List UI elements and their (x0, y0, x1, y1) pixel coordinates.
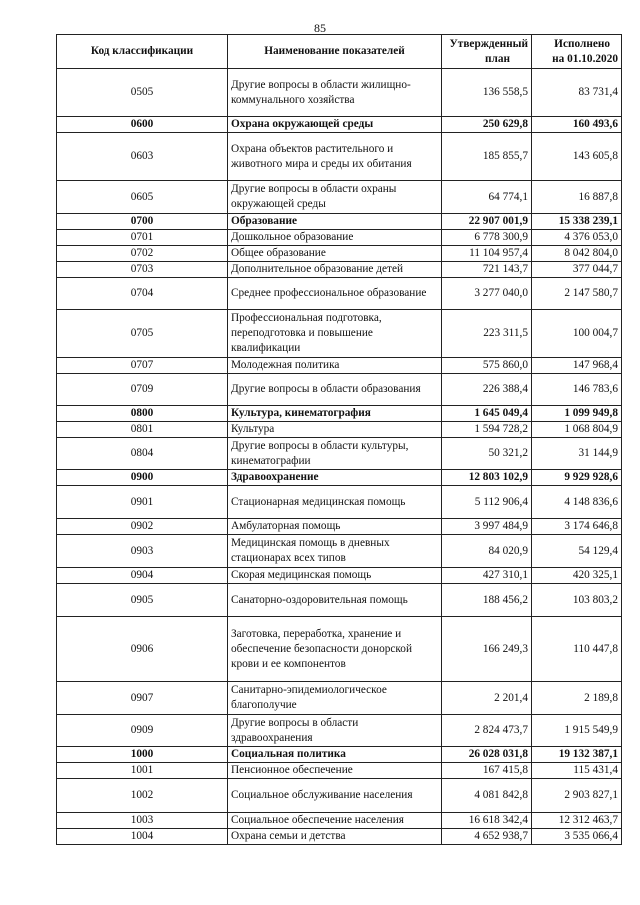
cell-done: 54 129,4 (532, 535, 622, 568)
table-row (57, 747, 622, 763)
cell-code: 1001 (57, 763, 228, 779)
cell-name: Другие вопросы в области культуры, кинематографии (228, 438, 442, 470)
cell-done: 1 915 549,9 (532, 715, 622, 747)
cell-code: 0903 (57, 535, 228, 568)
cell-code: 0703 (57, 262, 228, 278)
cell-done: 9 929 928,6 (532, 470, 622, 486)
table-row (57, 358, 622, 374)
cell-code: 0709 (57, 374, 228, 406)
cell-name: Стационарная медицинская помощь (228, 486, 442, 519)
cell-done: 3 535 066,4 (532, 829, 622, 845)
table-row (57, 230, 622, 246)
page-number: 85 (314, 21, 326, 35)
header-done-line2: на 01.10.2020 (552, 52, 618, 65)
cell-plan: 1 594 728,2 (442, 422, 532, 438)
cell-code: 0505 (57, 69, 228, 117)
table-row (57, 246, 622, 262)
cell-code: 0904 (57, 568, 228, 584)
table-row (57, 374, 622, 406)
cell-done: 15 338 239,1 (532, 214, 622, 230)
cell-name: Профессиональная подготовка, переподготовка и повышение квалификации (228, 310, 442, 358)
cell-plan: 185 855,7 (442, 133, 532, 181)
cell-name: Другие вопросы в области охраны окружающей среды (228, 181, 442, 214)
cell-name: Молодежная политика (228, 358, 442, 374)
cell-code: 0801 (57, 422, 228, 438)
cell-done: 4 376 053,0 (532, 230, 622, 246)
header-plan-line2: план (484, 52, 510, 65)
cell-name: Заготовка, переработка, хранение и обеспечение безопасности донорской крови и ее компонентов (228, 617, 442, 682)
cell-done: 83 731,4 (532, 69, 622, 117)
cell-plan: 167 415,8 (442, 763, 532, 779)
budget-table (56, 34, 622, 845)
cell-code: 0600 (57, 117, 228, 133)
cell-plan: 50 321,2 (442, 438, 532, 470)
cell-code: 0905 (57, 584, 228, 617)
cell-plan: 5 112 906,4 (442, 486, 532, 519)
cell-done: 12 312 463,7 (532, 813, 622, 829)
cell-plan: 4 081 842,8 (442, 779, 532, 813)
table-body (57, 69, 622, 845)
cell-plan: 223 311,5 (442, 310, 532, 358)
header-done (532, 35, 622, 69)
cell-done: 19 132 387,1 (532, 747, 622, 763)
cell-plan: 2 201,4 (442, 682, 532, 715)
cell-done: 2 147 580,7 (532, 278, 622, 310)
table-row (57, 214, 622, 230)
cell-plan: 16 618 342,4 (442, 813, 532, 829)
cell-plan: 11 104 957,4 (442, 246, 532, 262)
cell-name: Скорая медицинская помощь (228, 568, 442, 584)
table-row (57, 133, 622, 181)
cell-done: 377 044,7 (532, 262, 622, 278)
cell-name: Общее образование (228, 246, 442, 262)
cell-done: 110 447,8 (532, 617, 622, 682)
cell-plan: 12 803 102,9 (442, 470, 532, 486)
cell-code: 1002 (57, 779, 228, 813)
table-row (57, 262, 622, 278)
cell-plan: 166 249,3 (442, 617, 532, 682)
cell-name: Санитарно-эпидемиологическое благополучие (228, 682, 442, 715)
cell-code: 0902 (57, 519, 228, 535)
table-row (57, 813, 622, 829)
cell-name: Пенсионное обеспечение (228, 763, 442, 779)
cell-plan: 250 629,8 (442, 117, 532, 133)
cell-plan: 84 020,9 (442, 535, 532, 568)
cell-plan: 1 645 049,4 (442, 406, 532, 422)
cell-name: Охрана объектов растительного и животного мира и среды их обитания (228, 133, 442, 181)
cell-plan: 6 778 300,9 (442, 230, 532, 246)
cell-done: 103 803,2 (532, 584, 622, 617)
cell-code: 0900 (57, 470, 228, 486)
table-row (57, 568, 622, 584)
cell-name: Дошкольное образование (228, 230, 442, 246)
cell-name: Дополнительное образование детей (228, 262, 442, 278)
table-row (57, 617, 622, 682)
table-row (57, 470, 622, 486)
cell-code: 0603 (57, 133, 228, 181)
cell-name: Здравоохранение (228, 470, 442, 486)
cell-done: 146 783,6 (532, 374, 622, 406)
cell-name: Социальное обслуживание населения (228, 779, 442, 813)
table-row (57, 310, 622, 358)
cell-code: 1004 (57, 829, 228, 845)
cell-name: Другие вопросы в области жилищно-коммунального хозяйства (228, 69, 442, 117)
table-row (57, 682, 622, 715)
cell-code: 1000 (57, 747, 228, 763)
cell-plan: 3 277 040,0 (442, 278, 532, 310)
cell-code: 0800 (57, 406, 228, 422)
header-name: Наименование показателей (228, 35, 442, 69)
cell-plan: 64 774,1 (442, 181, 532, 214)
header-plan-line1: Утвержденный (449, 37, 528, 50)
cell-code: 0704 (57, 278, 228, 310)
table-header-row (57, 35, 622, 69)
cell-name: Социальная политика (228, 747, 442, 763)
table-row (57, 69, 622, 117)
cell-plan: 22 907 001,9 (442, 214, 532, 230)
cell-name: Другие вопросы в области здравоохранения (228, 715, 442, 747)
cell-done: 1 099 949,8 (532, 406, 622, 422)
cell-name: Культура (228, 422, 442, 438)
cell-code: 0700 (57, 214, 228, 230)
table-row (57, 117, 622, 133)
cell-done: 2 189,8 (532, 682, 622, 715)
table-row (57, 486, 622, 519)
cell-name: Медицинская помощь в дневных стационарах всех типов (228, 535, 442, 568)
cell-plan: 2 824 473,7 (442, 715, 532, 747)
cell-name: Образование (228, 214, 442, 230)
table-row (57, 438, 622, 470)
cell-plan: 4 652 938,7 (442, 829, 532, 845)
table-row (57, 829, 622, 845)
cell-plan: 188 456,2 (442, 584, 532, 617)
cell-plan: 721 143,7 (442, 262, 532, 278)
cell-code: 0707 (57, 358, 228, 374)
cell-done: 8 042 804,0 (532, 246, 622, 262)
cell-plan: 3 997 484,9 (442, 519, 532, 535)
cell-done: 1 068 804,9 (532, 422, 622, 438)
cell-plan: 26 028 031,8 (442, 747, 532, 763)
cell-code: 0705 (57, 310, 228, 358)
table-row (57, 535, 622, 568)
cell-done: 143 605,8 (532, 133, 622, 181)
header-done-line1: Исполнено (554, 37, 610, 50)
cell-name: Охрана окружающей среды (228, 117, 442, 133)
cell-name: Социальное обеспечение населения (228, 813, 442, 829)
cell-done: 2 903 827,1 (532, 779, 622, 813)
cell-code: 0907 (57, 682, 228, 715)
table-row (57, 422, 622, 438)
cell-plan: 226 388,4 (442, 374, 532, 406)
cell-name: Среднее профессиональное образование (228, 278, 442, 310)
cell-code: 0804 (57, 438, 228, 470)
cell-plan: 136 558,5 (442, 69, 532, 117)
cell-done: 420 325,1 (532, 568, 622, 584)
table-row (57, 779, 622, 813)
cell-plan: 575 860,0 (442, 358, 532, 374)
table-row (57, 715, 622, 747)
cell-done: 4 148 836,6 (532, 486, 622, 519)
table-row (57, 406, 622, 422)
cell-name: Культура, кинематография (228, 406, 442, 422)
cell-done: 100 004,7 (532, 310, 622, 358)
cell-done: 147 968,4 (532, 358, 622, 374)
table-row (57, 519, 622, 535)
cell-name: Амбулаторная помощь (228, 519, 442, 535)
cell-code: 0901 (57, 486, 228, 519)
cell-plan: 427 310,1 (442, 568, 532, 584)
table-row (57, 278, 622, 310)
cell-code: 0701 (57, 230, 228, 246)
table-row (57, 181, 622, 214)
header-plan (442, 35, 532, 69)
cell-done: 16 887,8 (532, 181, 622, 214)
cell-code: 1003 (57, 813, 228, 829)
cell-done: 115 431,4 (532, 763, 622, 779)
cell-name: Другие вопросы в области образования (228, 374, 442, 406)
table-row (57, 584, 622, 617)
cell-code: 0702 (57, 246, 228, 262)
table-row (57, 763, 622, 779)
cell-done: 3 174 646,8 (532, 519, 622, 535)
cell-code: 0906 (57, 617, 228, 682)
cell-code: 0909 (57, 715, 228, 747)
header-code: Код классификации (57, 35, 228, 69)
cell-name: Санаторно-оздоровительная помощь (228, 584, 442, 617)
cell-name: Охрана семьи и детства (228, 829, 442, 845)
cell-code: 0605 (57, 181, 228, 214)
cell-done: 31 144,9 (532, 438, 622, 470)
cell-done: 160 493,6 (532, 117, 622, 133)
